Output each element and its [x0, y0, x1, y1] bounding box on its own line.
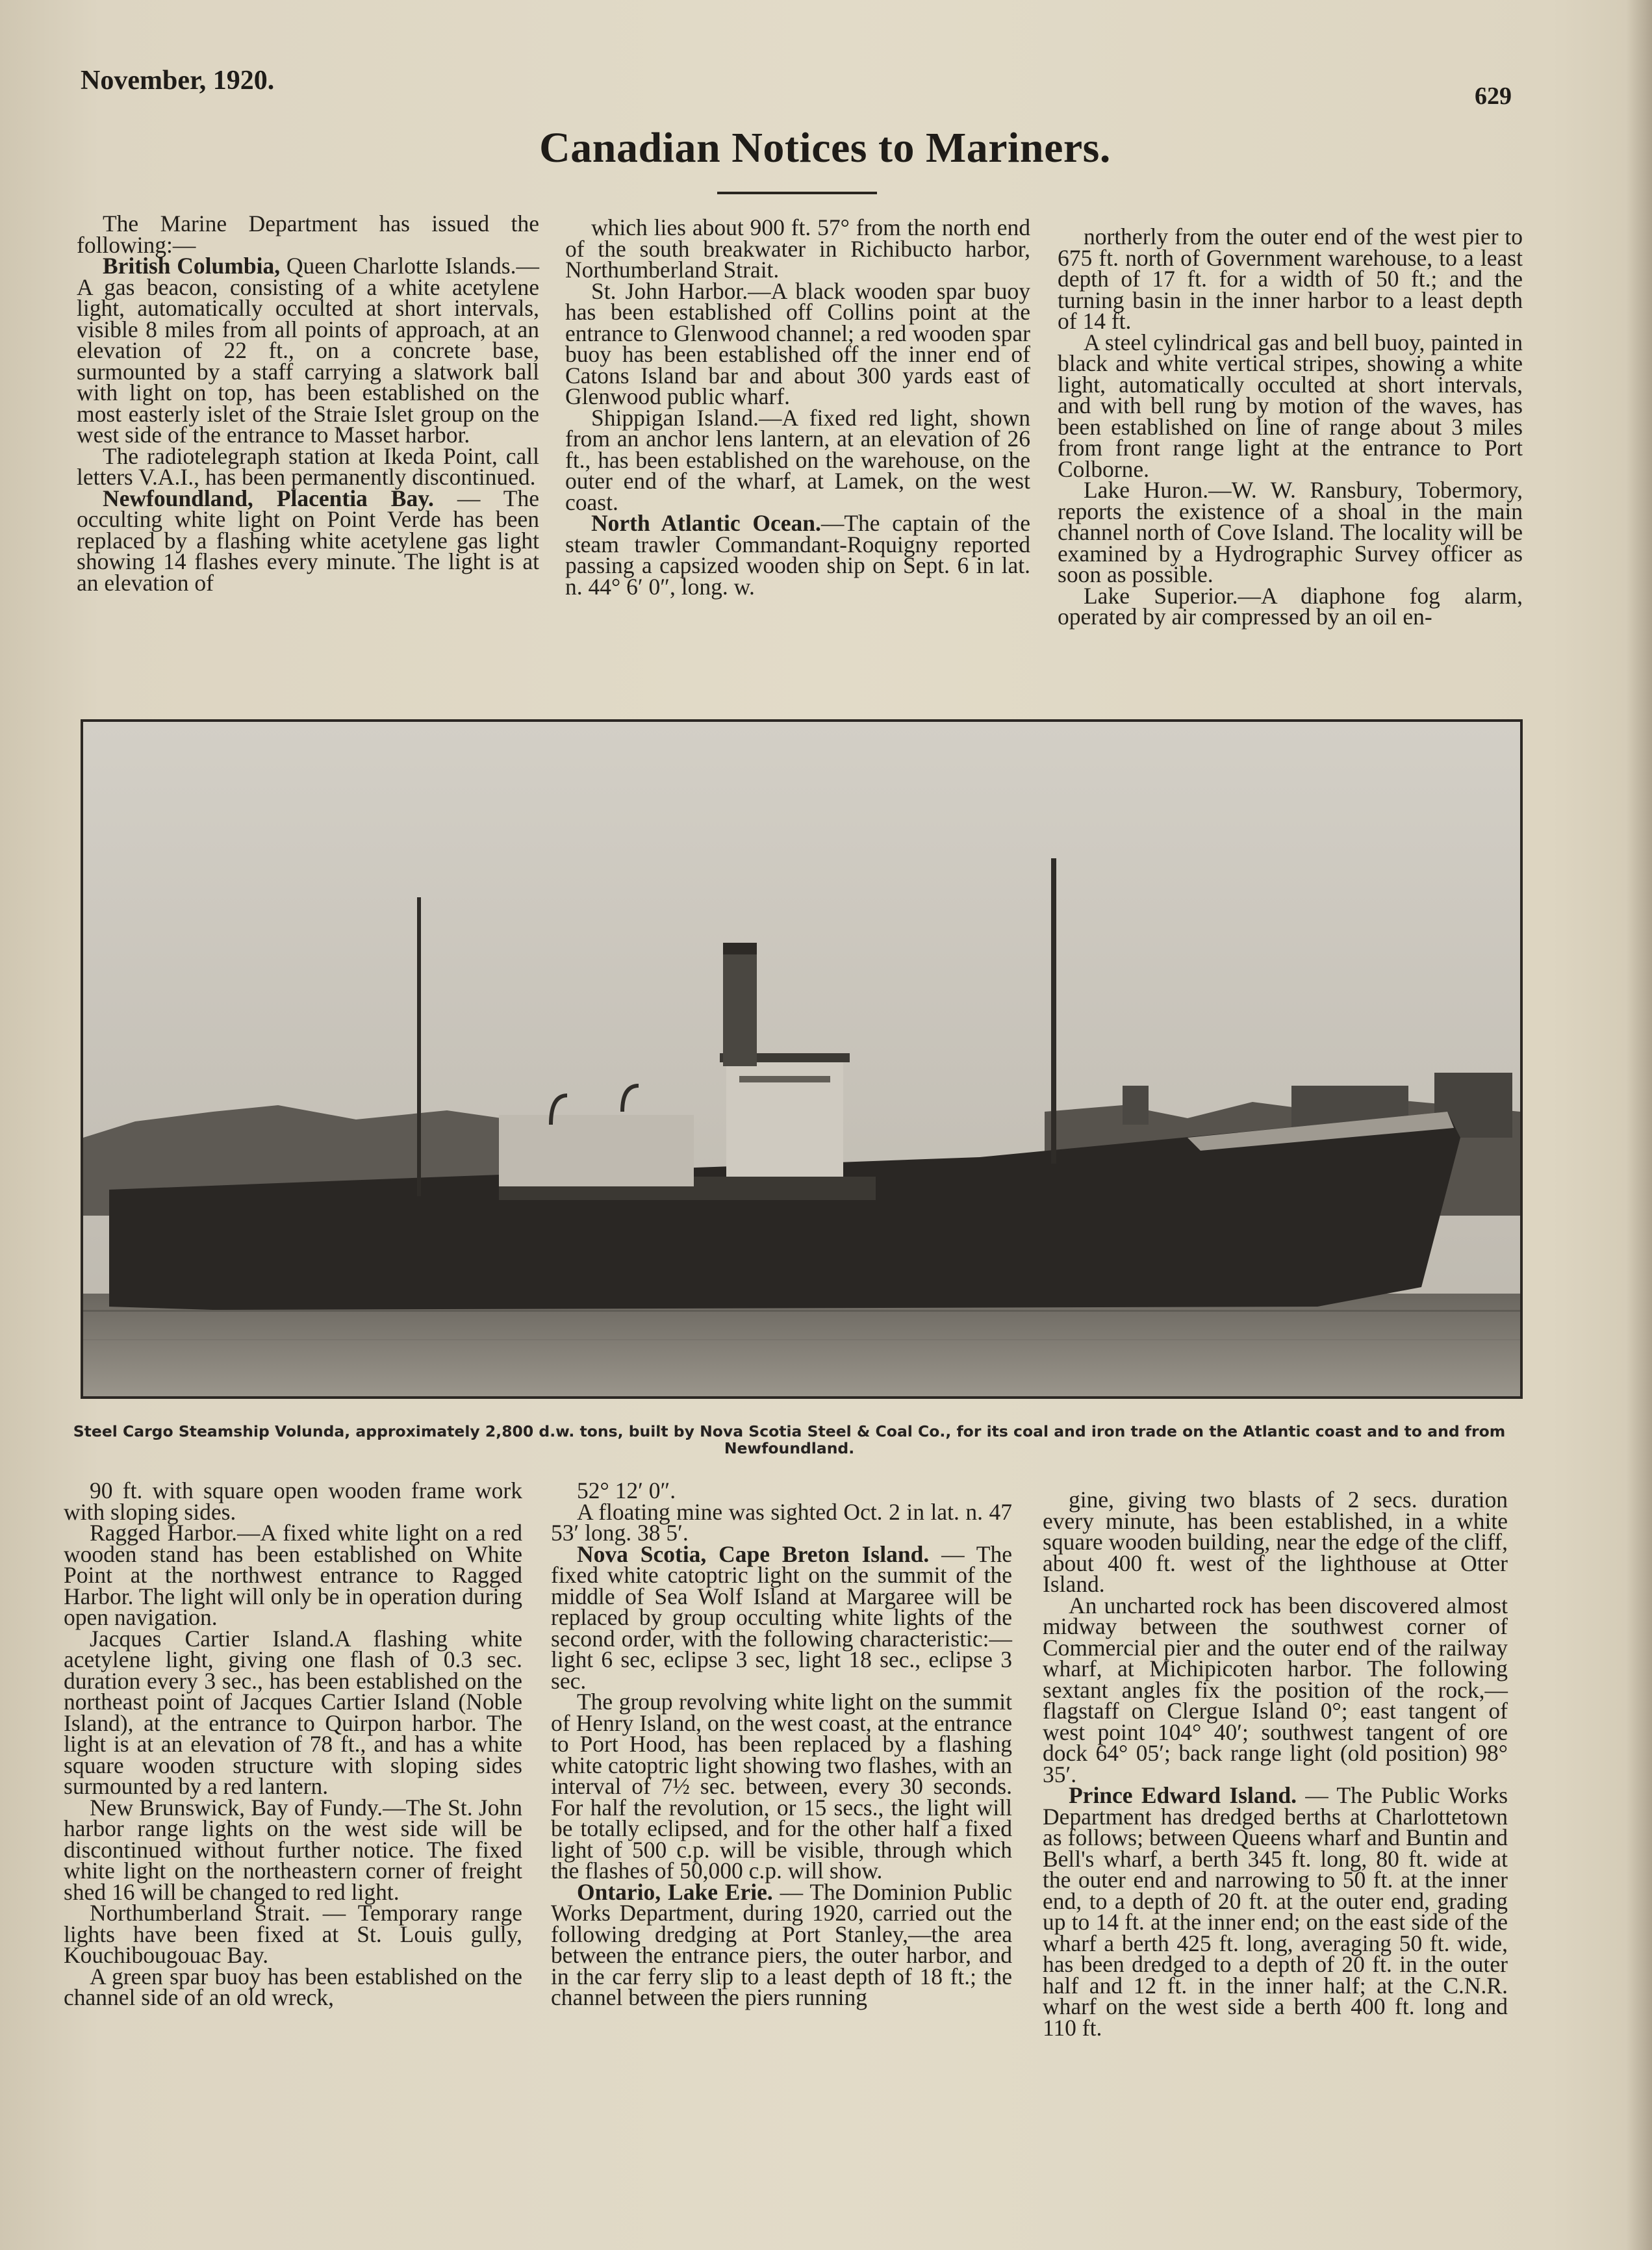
- paragraph-lead: Ontario, Lake Erie.: [577, 1878, 773, 1905]
- paragraph-lead: North Atlantic Ocean.: [591, 510, 821, 536]
- paragraph: [64, 1477, 522, 1525]
- paragraph-text: — The occulting white light on Point Verde has been replaced by a flashing white acetylene gas light showing 14 flashes every minute. The light is at an elevation of: [77, 485, 539, 596]
- paragraph: [1058, 329, 1523, 482]
- paragraph: [1058, 226, 1523, 332]
- title-rule: [717, 192, 877, 194]
- column-4: [64, 1477, 522, 2010]
- paragraph-text: A green spar buoy has been established on the channel side of an old wreck,: [64, 1963, 522, 2010]
- photo-caption: Steel Cargo Steamship Volunda, approximately 2,800 d.w. tons, built by Nova Scotia Steel & Coal Co., for its coal and iron trade on the Atlantic coast and to and from Newfoundland.: [73, 1422, 1506, 1457]
- paragraph: [565, 214, 1030, 283]
- paragraph-lead: British Columbia,: [103, 253, 281, 279]
- paragraph-text: The Marine Department has issued the following:—: [77, 211, 539, 258]
- paragraph-text: Ragged Harbor.—A fixed white light on a red wooden stand has been established on White Point at the northwest entrance to Ragged Harbor. The light will only be in operation during open navigation.: [64, 1520, 522, 1630]
- paragraph: [565, 277, 1030, 409]
- paragraph-text: A floating mine was sighted Oct. 2 in lat. n. 47 53′ long. 38 5′.: [551, 1498, 1012, 1546]
- paragraph: [1043, 1782, 1508, 2041]
- paragraph: [64, 1963, 522, 2010]
- paragraph-text: Lake Superior.—A diaphone fog alarm, operated by air compressed by an oil en-: [1058, 582, 1523, 630]
- paragraph: [565, 404, 1030, 515]
- paragraph: [64, 1625, 522, 1799]
- paragraph: [551, 1691, 1012, 1882]
- paragraph-text: An uncharted rock has been discovered almost midway between the southwest corner of Commercial pier and the outer end of the railway wharf, at Michipicoten harbor. The following sextant angles fix the position of the rock,—flagstaff on Clergue Island 0°; east tangent of west point 104° 40′; southwest tangent of ore dock 64° 05′; back range light (old position) 98° 35′.: [1043, 1592, 1508, 1787]
- paragraph-text: — The Dominion Public Works Department, during 1920, carried out the following dredging at Port Stanley,—the area between the entrance piers, the outer harbor, and in the car ferry slip to a least depth of 18 ft.; the channel between the piers running: [551, 1878, 1012, 2010]
- paragraph: [565, 510, 1030, 600]
- column-1: [77, 211, 539, 596]
- paragraph-text: Queen Charlotte Islands.—A gas beacon, consisting of a white acetylene light, automatically occulted at short intervals, visible 8 miles from all points of approach, at an elevation of 22 ft., on a concrete base, surmounted by a staff carrying a slatwork ball with light on top, has been established on the most easterly islet of the Straie Islet group on the west side of the entrance to Masset harbor.: [77, 253, 539, 448]
- paragraph: [64, 1522, 522, 1628]
- paragraph: [1058, 582, 1523, 630]
- paragraph: [64, 1902, 522, 1966]
- paragraph-text: The group revolving white light on the summit of Henry Island, on the west coast, at the entrance to Port Hood, has been replaced by a flashing white catoptric light showing two flashes, with an interval of 7½ sec. between, every 30 seconds. For half the revolution, or 15 secs., the light will be totally eclipsed, and for the other half a fixed light of 500 c.p. will be visible, through which the flashes of 50,000 c.p. will show.: [551, 1689, 1012, 1884]
- page-number: 629: [1475, 83, 1512, 110]
- paragraph-text: 52° 12′ 0″.: [577, 1477, 676, 1503]
- paragraph-text: —The captain of the steam trawler Commandant-Roquigny reported passing a capsized wooden ship on Sept. 6 in lat. n. 44° 6′ 0″, long. w.: [565, 510, 1030, 600]
- paragraph-text: gine, giving two blasts of 2 secs. duration every minute, has been established, in a white square wooden building, near the edge of the cliff, about 400 ft. west of the lighthouse at Otter Island.: [1043, 1487, 1508, 1597]
- ship-photo: [81, 719, 1523, 1399]
- paragraph-lead: Newfoundland, Placentia Bay.: [103, 485, 434, 511]
- paragraph-text: northerly from the outer end of the west pier to 675 ft. north of Government warehouse, to a least depth of 17 ft. for a width of 50 ft.; and the turning basin in the inner harbor to a least depth of 14 ft.: [1058, 224, 1523, 334]
- paragraph-text: St. John Harbor.—A black wooden spar buoy has been established off Collins point at the entrance to Glenwood channel; a red wooden spar buoy has been established off the inner end of Catons Island bar and about 300 yards east of Glenwood public wharf.: [565, 277, 1030, 409]
- paragraph: [77, 255, 539, 446]
- paragraph-text: The radiotelegraph station at Ikeda Point, call letters V.A.I., has been permanently discontinued.: [77, 442, 539, 490]
- column-3: [1058, 226, 1523, 628]
- paragraph: [1058, 479, 1523, 585]
- paragraph: [77, 442, 539, 490]
- article-title: Canadian Notices to Mariners.: [539, 124, 1111, 172]
- column-6: [1043, 1487, 1508, 2041]
- paragraph-text: Shippigan Island.—A fixed red light, shown from an anchor lens lantern, at an elevation of 26 ft., has been established on the warehouse, on the outer end of the wharf, at Lamek, on the west coast.: [565, 404, 1030, 515]
- column-5: [551, 1477, 1012, 2010]
- steamship-illustration: [83, 722, 1520, 1396]
- paragraph: [77, 211, 539, 258]
- paragraph: [1043, 1592, 1508, 1787]
- paragraph-text: 90 ft. with square open wooden frame work with sloping sides.: [64, 1477, 522, 1525]
- paragraph-text: — The Public Works Department has dredged berths at Charlottetown as follows; between Queens wharf and Buntin and Bell's wharf, a berth 345 ft. long, 80 ft. wide at the outer end and narrowing to 50 ft. at the inner end, to a depth of 20 ft. at the outer end, grading up to 14 ft. at the inner end; on the east side of the wharf a berth 425 ft. long, averaging 50 ft. wide, has been dredged to a depth of 20 ft. in the outer half and 12 ft. in the inner half; at the C.N.R. wharf on the west side a berth 400 ft. long and 110 ft.: [1043, 1782, 1508, 2041]
- paragraph-text: Lake Huron.—W. W. Ransbury, Tobermory, reports the existence of a shoal in the main channel north of Cove Island. The locality will be examined by a Hydrographic Survey officer as soon as possible.: [1058, 477, 1523, 587]
- paragraph: [551, 1878, 1012, 2010]
- paragraph-text: A steel cylindrical gas and bell buoy, painted in black and white vertical stripes, showing a white light, automatically occulted at short intervals, and with bell rung by motion of the waves, has been established on line of range about 3 miles from front range light at the entrance to Port Colborne.: [1058, 329, 1523, 482]
- page-edge-shadow: [1626, 0, 1652, 2250]
- header-date: November, 1920.: [81, 66, 275, 96]
- paragraph: [551, 1498, 1012, 1546]
- paragraph-text: which lies about 900 ft. 57° from the north end of the south breakwater in Richibucto harbor, Northumberland Strait.: [565, 214, 1030, 283]
- paragraph-text: — The fixed white catoptric light on the summit of the middle of Sea Wolf Island at Margaree will be replaced by group occulting white lights of the second order, with the following characteristic:—light 6 sec, eclipse 3 sec, light 18 sec., eclipse 3 sec.: [551, 1540, 1012, 1694]
- paragraph-text: New Brunswick, Bay of Fundy.—The St. John harbor range lights on the west side will be discontinued without further notice. The fixed white light on the northeastern corner of freight shed 16 will be changed to red light.: [64, 1794, 522, 1905]
- paragraph: [551, 1540, 1012, 1694]
- paragraph-text: Northumberland Strait. — Temporary range lights have been fixed at St. Louis gully, Kouchibougouac Bay.: [64, 1900, 522, 1968]
- column-2: [565, 214, 1030, 600]
- paragraph: [1043, 1489, 1508, 1595]
- paragraph: [64, 1794, 522, 1905]
- paragraph-text: Jacques Cartier Island.A flashing white acetylene light, giving one flash of 0.3 sec. duration every 3 sec., has been established on the northeast point of Jacques Cartier Island (Noble Island), at the entrance to Quirpon harbor. The light is at an elevation of 78 ft., and has a white square wooden structure with sloping sides surmounted by a red lantern.: [64, 1625, 522, 1799]
- paragraph-lead: Nova Scotia, Cape Breton Island.: [577, 1540, 930, 1567]
- paragraph-lead: Prince Edward Island.: [1069, 1782, 1297, 1808]
- paragraph: [77, 485, 539, 596]
